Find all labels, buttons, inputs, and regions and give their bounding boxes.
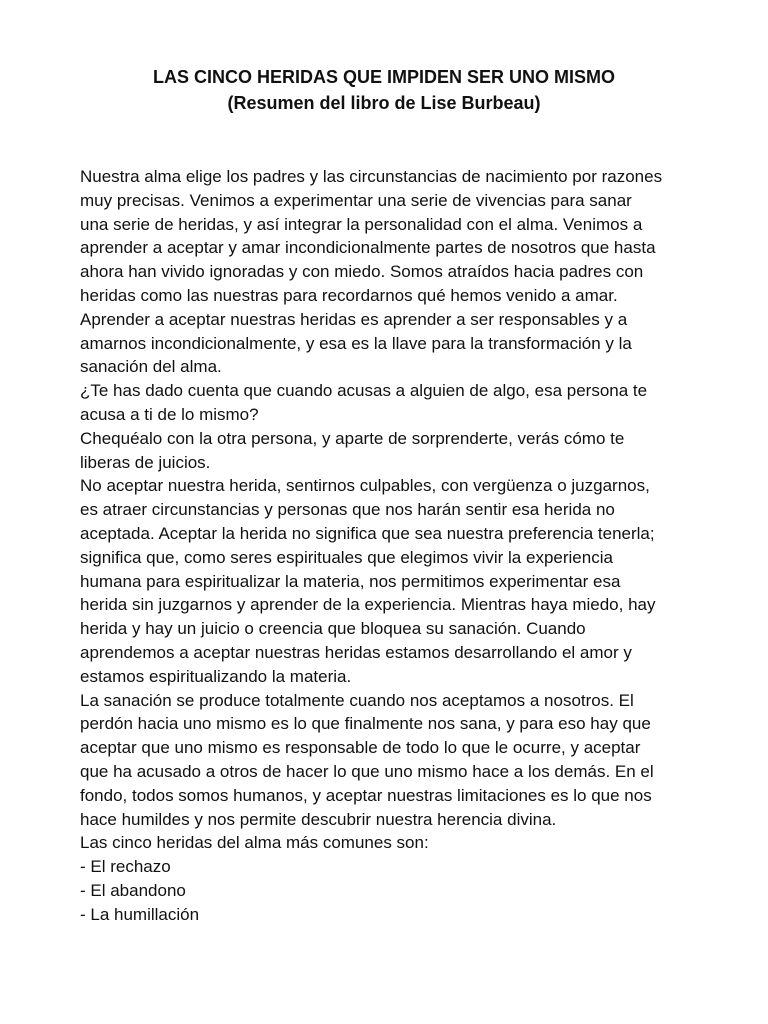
document-title: LAS CINCO HERIDAS QUE IMPIDEN SER UNO MISMO (152, 67, 616, 87)
text-line: herida sin juzgarnos y aprender de la experiencia. Mientras haya miedo, hay (80, 595, 656, 615)
text-line: hace humildes y nos permite descubrir nuestra herencia divina. (80, 809, 557, 829)
text-line: aprendemos a aceptar nuestras heridas estamos desarrollando el amor y (80, 642, 632, 662)
text-line: aprender a aceptar y amar incondicionalmente partes de nosotros que hasta (80, 238, 656, 258)
text-line: Aprender a aceptar nuestras heridas es aprender a ser responsables y a (80, 309, 628, 329)
list-item: - El rechazo (80, 857, 171, 877)
text-line: significa que, como seres espirituales que elegimos vivir la experiencia (80, 547, 613, 567)
text-line: aceptada. Aceptar la herida no significa que sea nuestra preferencia tenerla; (80, 523, 655, 543)
text-line: fondo, todos somos humanos, y aceptar nuestras limitaciones es lo que nos (80, 785, 652, 805)
text-line: perdón hacia uno mismo es lo que finalmente nos sana, y para eso hay que (80, 714, 651, 734)
list-item: - La humillación (80, 904, 200, 924)
text-line: amarnos incondicionalmente, y esa es la llave para la transformación y la (80, 333, 632, 353)
text-line: sanación del alma. (80, 357, 222, 377)
text-line: ¿Te has dado cuenta que cuando acusas a alguien de algo, esa persona te (80, 381, 648, 401)
title-block (0, 64, 768, 116)
text-line: muy precisas. Venimos a experimentar una serie de vivencias para sanar (80, 190, 632, 210)
text-line: es atraer circunstancias y personas que nos harán sentir esa herida no (80, 500, 615, 520)
body-text (80, 165, 695, 927)
text-line: herida y hay un juicio o creencia que bloquea su sanación. Cuando (80, 619, 586, 639)
text-line: Las cinco heridas del alma más comunes son: (80, 833, 429, 853)
text-line: estamos espiritualizando la materia. (80, 666, 352, 686)
text-line: que ha acusado a otros de hacer lo que uno mismo hace a los demás. En el (80, 761, 654, 781)
text-line: liberas de juicios. (80, 452, 211, 472)
text-line: acusa a ti de lo mismo? (80, 404, 259, 424)
text-line: humana para espiritualizar la materia, nos permitimos experimentar esa (80, 571, 621, 591)
text-line: una serie de heridas, y así integrar la personalidad con el alma. Venimos a (80, 214, 643, 234)
text-line: Nuestra alma elige los padres y las circunstancias de nacimiento por razones (80, 167, 663, 186)
text-line: La sanación se produce totalmente cuando nos aceptamos a nosotros. El (80, 690, 634, 710)
text-line: aceptar que uno mismo es responsable de todo lo que le ocurre, y aceptar (80, 738, 641, 758)
text-line: heridas como las nuestras para recordarnos qué hemos venido a amar. (80, 285, 618, 305)
text-line: No aceptar nuestra herida, sentirnos culpables, con vergüenza o juzgarnos, (80, 476, 650, 496)
text-line: Chequéalo con la otra persona, y aparte de sorprenderte, verás cómo te (80, 428, 625, 448)
list-item: - El abandono (80, 880, 186, 900)
text-line: ahora han vivido ignoradas y con miedo. Somos atraídos hacia padres con (80, 262, 644, 282)
document-subtitle: (Resumen del libro de Lise Burbeau) (227, 93, 541, 113)
